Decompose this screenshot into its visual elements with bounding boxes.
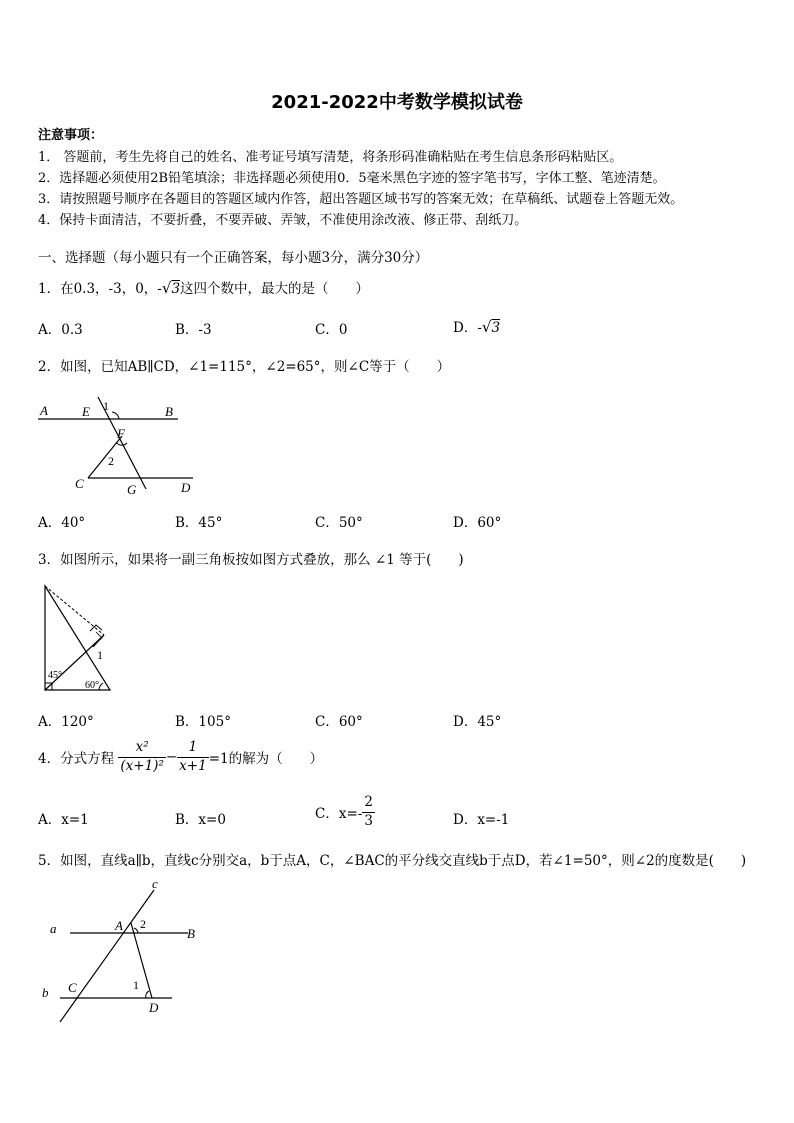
q4-fraction-1	[118, 741, 165, 773]
q5-label-b: b	[42, 985, 49, 1000]
section-heading: 一、选择题（每小题只有一个正确答案，每小题3分，满分30分）	[38, 250, 429, 266]
q5-stem: 5．如图，直线a∥b，直线c分别交a，b于点A，C，∠BAC的平分线交直线b于点D，若∠1=50°，则∠2的度数是( )	[38, 853, 747, 869]
notice-item-4: 4．保持卡面清洁，不要折叠，不要弄破、弄皱，不准使用涂改液、修正带、刮纸刀。	[38, 213, 528, 228]
q2-option-a[interactable]: A．40°	[38, 515, 86, 531]
q2-figure	[30, 395, 210, 500]
q2-label-f: F	[117, 426, 125, 441]
q2-label-1: 1	[103, 399, 109, 413]
q2-option-c[interactable]: C．50°	[315, 515, 363, 531]
q4-fraction-2-numerator: 1	[188, 739, 198, 755]
q3-label-1: 1	[97, 648, 103, 662]
q3-stem: 3．如图所示，如果将一副三角板按如图方式叠放，那么 ∠1 等于( )	[38, 552, 464, 568]
q2-option-b[interactable]: B．45°	[175, 515, 223, 531]
q1-stem-post: 这四个数中，最大的是（ ）	[180, 281, 370, 297]
q4-option-b[interactable]: B．x=0	[175, 812, 226, 828]
q5-label-a: a	[50, 921, 57, 936]
q1-option-d-sqrt: 3	[491, 320, 501, 336]
q5-label-point-a: A	[115, 918, 123, 933]
q5-label-c: c	[152, 876, 158, 891]
q4-option-d[interactable]: D．x=-1	[453, 812, 510, 828]
q4-fraction-2	[177, 741, 209, 773]
q1-stem: 1．在0.3，-3，0，-√3这四个数中，最大的是（ ）	[38, 279, 370, 297]
q1-stem-pre: 1．在0.3，-3，0，-	[38, 281, 162, 297]
q3-figure	[38, 580, 118, 695]
q4-option-c-denominator: 3	[364, 812, 373, 829]
q1-option-c[interactable]: C．0	[315, 322, 348, 338]
q1-option-d[interactable]: D．-√3	[453, 318, 501, 336]
q4-option-c-fraction	[362, 796, 375, 828]
q2-label-e: E	[82, 404, 90, 419]
q3-label-60: 60°	[85, 680, 99, 691]
q4-fraction-1-numerator: x²	[135, 739, 149, 755]
notice-item-2: 2．选择题必须使用2B铅笔填涂；非选择题必须使用0．5毫米黑色字迹的签字笔书写，字体工整、笔迹清楚。	[38, 171, 666, 186]
q5-label-2: 2	[140, 917, 146, 931]
q4-stem	[38, 741, 323, 773]
q4-fraction-2-denominator: x+1	[179, 757, 207, 774]
q2-option-d[interactable]: D．60°	[453, 515, 502, 531]
q3-label-45: 45°	[48, 670, 62, 681]
q1-option-b[interactable]: B．-3	[175, 322, 212, 338]
page-title: 2021-2022中考数学模拟试卷	[271, 92, 523, 113]
q1-option-a[interactable]: A．0.3	[38, 322, 83, 338]
q4-fraction-1-denominator: (x+1)²	[120, 757, 164, 774]
q2-label-a: A	[40, 403, 48, 418]
q5-label-c-point: C	[68, 980, 77, 995]
q4-stem-pre: 4．分式方程	[38, 751, 115, 767]
q4-option-c-label: C．x=-	[315, 806, 363, 822]
q4-option-a[interactable]: A．x=1	[38, 812, 89, 828]
q4-option-c-numerator: 2	[364, 794, 373, 810]
notice-heading: 注意事项：	[38, 128, 104, 143]
q2-label-c: C	[75, 476, 84, 491]
q3-option-b[interactable]: B．105°	[175, 714, 231, 730]
q1-stem-sqrt: 3	[171, 281, 181, 297]
q3-option-c[interactable]: C．60°	[315, 714, 363, 730]
q4-minus: −	[165, 749, 178, 765]
q5-label-d: D	[149, 1000, 159, 1015]
q2-label-g: G	[127, 482, 137, 497]
q3-option-a[interactable]: A．120°	[38, 714, 94, 730]
q4-option-c[interactable]	[315, 796, 375, 828]
q4-stem-post: =1的解为（ ）	[208, 751, 324, 767]
q5-figure	[30, 876, 215, 1026]
q1-option-d-label: D．-	[453, 320, 482, 336]
q5-label-1: 1	[133, 978, 139, 992]
q2-label-d: D	[181, 480, 191, 495]
q2-label-2: 2	[108, 454, 114, 468]
notice-item-1: 1． 答题前，考生先将自己的姓名、准考证号填写清楚，将条形码准确粘贴在考生信息条形码粘贴区。	[38, 150, 623, 165]
q3-option-d[interactable]: D．45°	[453, 714, 502, 730]
notice-item-3: 3．请按照题号顺序在各题目的答题区域内作答，超出答题区域书写的答案无效；在草稿纸、试题卷上答题无效。	[38, 192, 684, 207]
q2-stem: 2．如图，已知AB∥CD，∠1=115°，∠2=65°，则∠C等于（ ）	[38, 359, 451, 375]
q5-label-b-point: B	[187, 926, 195, 941]
q2-label-b: B	[165, 404, 173, 419]
